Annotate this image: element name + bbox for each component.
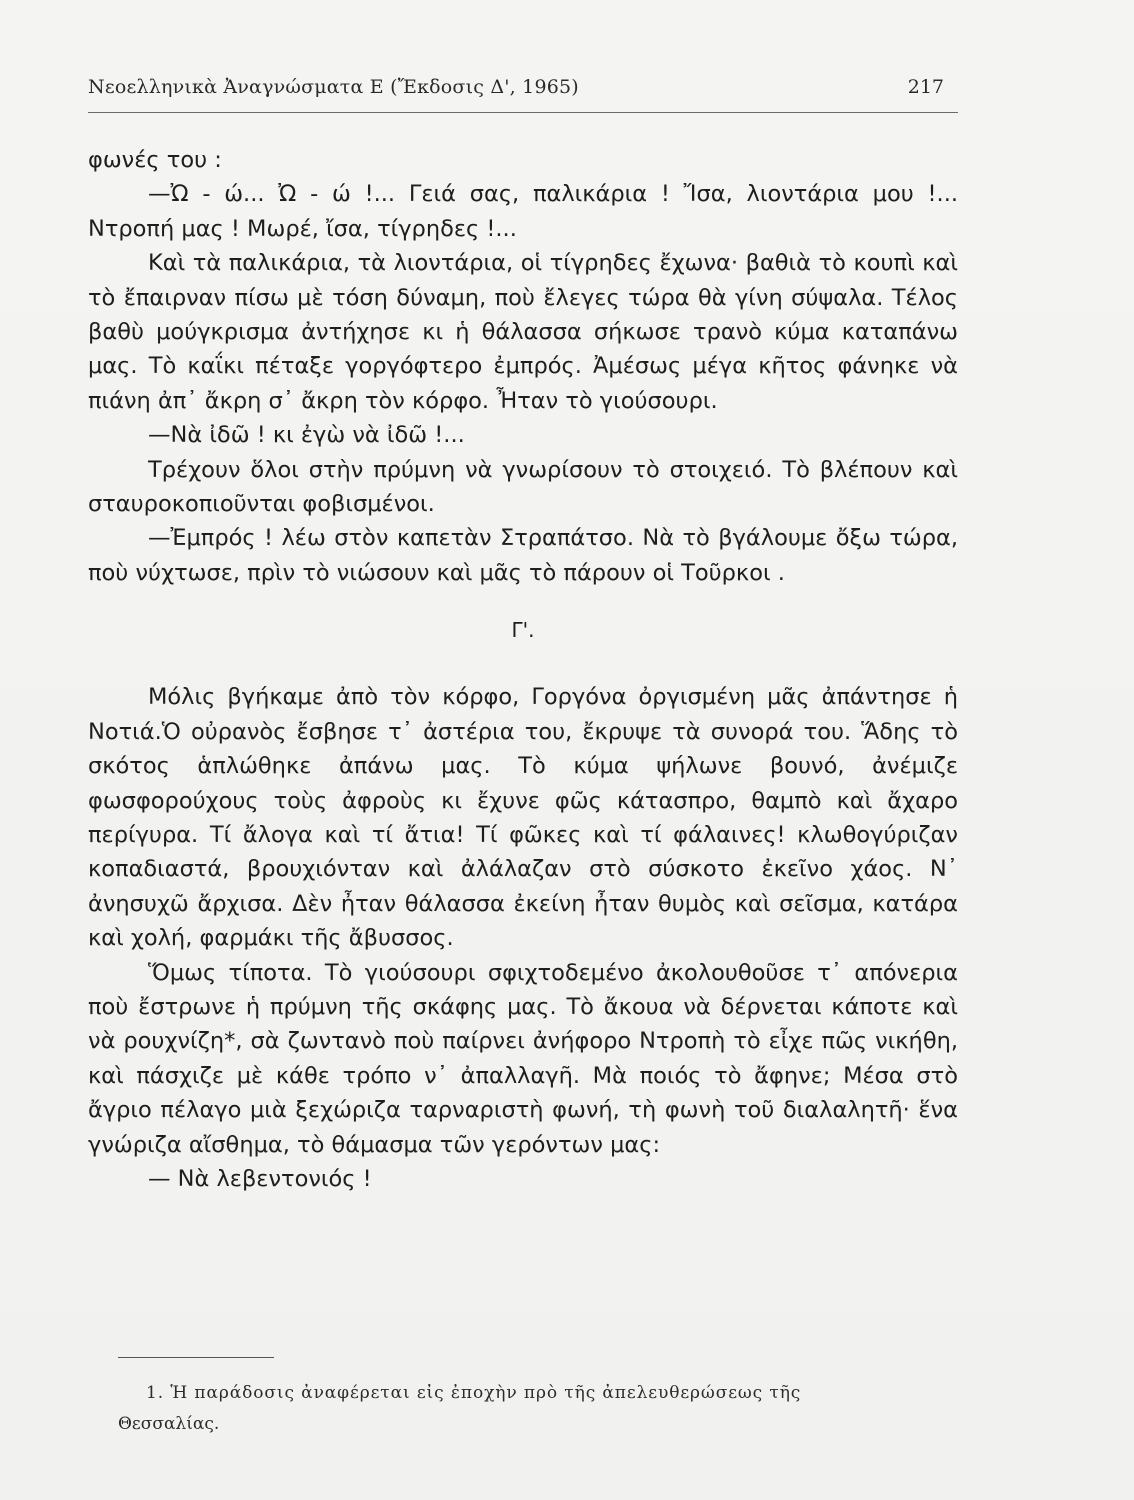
footnote [118,1378,948,1440]
main-text [88,143,958,1196]
paragraph: —Νὰ ἰδῶ ! κι ἐγὼ νὰ ἰδῶ !... [148,422,465,449]
running-header [88,76,958,116]
paragraph: φωνές του : [88,147,222,173]
paragraph: — Νὰ λεβεντονιός ! [148,1165,372,1192]
paragraph: —Ἐμπρός ! λέω στὸν καπετὰν Στραπάτσο. Νὰ τὸ βγάλουμε ὄξω τώρα, ποὺ νύχτωσε, πρὶν τὸ νιώσουν καὶ μᾶς τὸ πάρουν οἱ Τοῦρκοι . [88,525,958,586]
page-number: 217 [907,76,944,98]
paragraph: —Ὠ - ώ... Ὠ - ώ !... Γειά σας, παλικάρια ! Ἴσα, λιοντάρια μου !... Ντροπή μας ! Μωρέ, ἴσα, τίγρηδες !... [88,181,958,242]
header-rule [88,112,958,113]
footnote-rule [118,1357,274,1358]
footnote-line: 1. Ἡ παράδοσις ἀναφέρεται εἰς ἐποχὴν πρὸ τῆς ἀπελευθερώσεως τῆς [146,1383,802,1403]
paragraph: Ὅμως τίποτα. Τὸ γιούσουρι σφιχτοδεμένο ἀκολουθοῦσε τ᾿ απόνερια ποὺ ἔστρωνε ἡ πρύμνη τῆς σκάφης μας. Τὸ ἄκουα νὰ δέρνεται κάποτε καὶ νὰ ρουχνίζη*, σὰ ζωντανὸ ποὺ παίρνει ἀνήφορο Ντροπὴ τὸ εἶχε πῶς νικήθη, καὶ πάσχιζε μὲ κάθε τρόπο ν᾿ ἀπαλλαγῆ. Μὰ ποιός τὸ ἄφηνε; Μέσα στὸ ἄγριο πέλαγο μιὰ ξεχώριζα ταρναριστὴ φωνή, τὴ φωνὴ τοῦ διαλαλητῆ· ἕνα γνώριζα αἴσθημα, τὸ θάμασμα τῶν γερόντων μας: [88,959,958,1158]
footnote-line: Θεσσαλίας. [118,1414,220,1434]
paragraph: Καὶ τὰ παλικάρια, τὰ λιοντάρια, οἱ τίγρηδες ἔχωνα· βαθιὰ τὸ κουπὶ καὶ τὸ ἔπαιρναν πίσω μὲ τόση δύναμη, ποὺ ἔλεγες τώρα θὰ γίνη σύψαλα. Τέλος βαθὺ μούγκρισμα ἀντήχησε κι ἡ θάλασσα σήκωσε τρανὸ κύμα καταπάνω μας. Τὸ καΐκι πέταξε γοργόφτερο ἐμπρός. Ἀμέσως μέγα κῆτος φάνηκε νὰ πιάνη ἀπ᾿ ἄκρη σ᾿ ἄκρη τὸν κόρφο. Ἦταν τὸ γιούσουρι. [88,250,958,414]
section-heading: Γ'. [511,618,535,643]
paragraph: Μόλις βγήκαμε ἀπὸ τὸν κόρφο, Γοργόνα ὀργισμένη μᾶς ἀπάντησε ἡ Νοτιά.Ὁ οὐρανὸς ἔσβησε τ᾿ ἀστέρια του, ἔκρυψε τὰ συνορά του. Ἅδης τὸ σκότος ἁπλώθηκε ἀπάνω μας. Τὸ κύμα ψήλωνε βουνό, ἀνέμιζε φωσφορούχους τοὺς ἀφροὺς κι ἔχυνε φῶς κάτασπρο, θαμπὸ καὶ ἄχαρο περίγυρα. Τί ἄλογα καὶ τί ἄτια! Τί φῶκες καὶ τί φάλαινες! κλωθογύριζαν κοπαδιαστά, βρουχιόνταν καὶ ἀλάλαζαν στὸ σύσκοτο ἐκεῖνο χάος. Ν᾿ ἀνησυχῶ ἄρχισα. Δὲν ἦταν θάλασσα ἐκείνη ἦταν θυμὸς καὶ σεῖσμα, κατάρα καὶ χολή, φαρμάκι τῆς ἄβυσσος. [88,684,958,952]
paragraph: Τρέχουν ὅλοι στὴν πρύμνη νὰ γνωρίσουν τὸ στοιχειό. Τὸ βλέπουν καὶ σταυροκοπιοῦνται φοβισμένοι. [88,456,958,518]
header-title: Νεοελληνικὰ Ἀναγνώσματα Ε (Ἔκδοσις Δ', 1965) [88,76,579,98]
